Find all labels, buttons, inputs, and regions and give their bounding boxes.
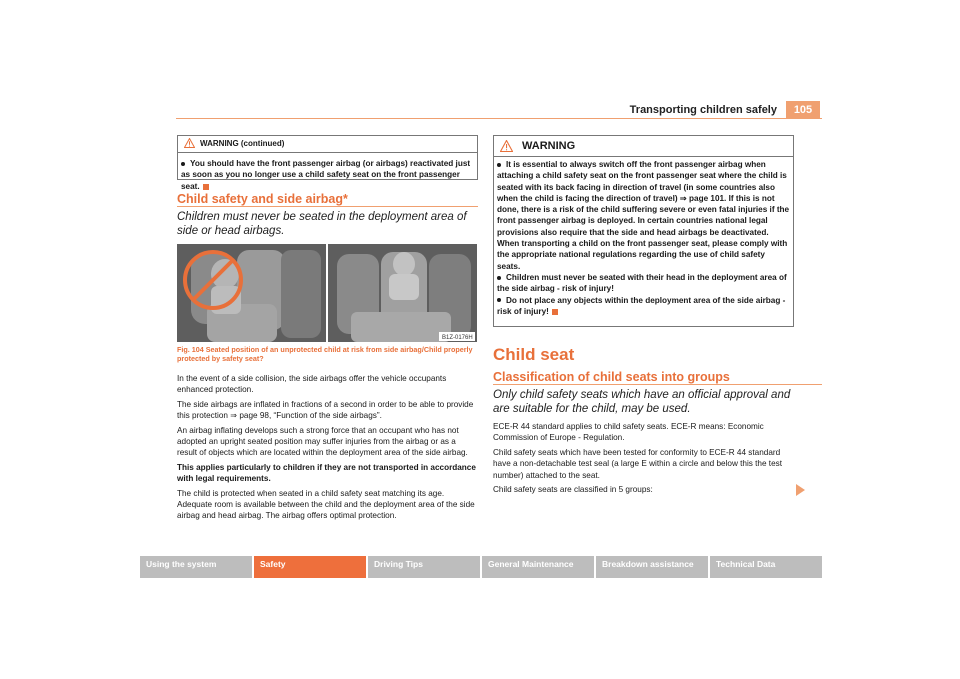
footer-nav	[140, 556, 822, 578]
section-intro-side-airbag: Children must never be seated in the deployment area of side or head airbags.	[177, 211, 467, 237]
paragraph-bold: This applies particularly to children if they are not transported in accordance with legal requirements.	[177, 462, 476, 484]
warning-label: WARNING	[522, 140, 576, 152]
warning-continued-header	[178, 136, 477, 153]
section-end-icon	[552, 309, 558, 315]
figure-caption: Fig. 104 Seated position of an unprotected child at risk from side airbag/Child properly protected by safety seat?	[177, 345, 473, 363]
warning-continued-box	[177, 135, 478, 191]
bullet-icon	[181, 162, 185, 166]
tab-technical-data[interactable]: Technical Data	[710, 556, 822, 578]
warning-body	[494, 157, 793, 317]
paragraph: Child safety seats which have been tested for conformity to ECE-R 44 standard have a non-detachable test seal (a large E within a circle and below this the test number) attached to the seat.	[493, 447, 783, 480]
paragraph: Child safety seats are classified in 5 groups:	[493, 485, 653, 495]
warning-continued-label: WARNING (continued)	[200, 139, 285, 148]
header-rule	[176, 118, 822, 119]
warning-triangle-icon	[184, 138, 195, 148]
left-body	[177, 373, 478, 525]
figure-104-image	[177, 244, 477, 342]
figure-code: B1Z-0176H	[442, 335, 473, 341]
warning-continued-text-wrap	[178, 153, 477, 192]
section-intro-classification: Only child safety seats which have an official approval and are suitable for the child, may be used.	[493, 389, 791, 415]
right-body	[493, 421, 798, 498]
paragraph: The side airbags are inflated in fractions of a second in order to be able to provide this protection ⇒ page 98, “Function of the side airbags”.	[177, 399, 474, 421]
warning-bullet-4: Do not place any objects within the deployment area of the side airbag - risk of injury!	[497, 295, 786, 316]
tab-safety[interactable]: Safety	[254, 556, 366, 578]
page-header-title: Transporting children safely	[629, 104, 777, 116]
section-end-icon	[203, 184, 209, 190]
tab-breakdown-assistance[interactable]: Breakdown assistance	[596, 556, 708, 578]
section-rule	[493, 384, 822, 385]
warning-box	[493, 135, 794, 327]
tab-using-the-system[interactable]: Using the system	[140, 556, 252, 578]
warning-continued-text: You should have the front passenger airbag (or airbags) reactivated just as soon as you no longer use a child safety seat on the front passenger seat.	[181, 159, 471, 191]
paragraph: ECE-R 44 standard applies to child safety seats. ECE-R means: Economic Commission of Europe - Regulation.	[493, 422, 764, 443]
child-seat-illustration	[177, 244, 477, 342]
section-heading-side-airbag: Child safety and side airbag*	[177, 192, 348, 206]
chapter-heading-child-seat: Child seat	[493, 345, 575, 364]
paragraph: An airbag inflating develops such a strong force that an occupant who has not adopted an upright seated position may suffer injuries from the airbag or as a result of objects which are located within the deployment area of the side airbag.	[177, 425, 468, 458]
warning-bullet-1: It is essential to always switch off the front passenger airbag when attaching a child safety seat on the front passenger seat where the child is seated with its back facing in direction of travel (in some countries also when the child is facing the direction of travel) ⇒ page 101. If this is not done, there is a risk of the child suffering severe or even fatal injuries if the front passenger airbag is deployed. In certain countries national legal provisions also require that the side and head airbags be deactivated. When transporting a child on the front passenger seat, please comply with the appropriate national regulations regarding the use of child safety seats.	[497, 160, 790, 271]
paragraph: In the event of a side collision, the side airbags offer the vehicle occupants enhanced protection.	[177, 374, 447, 395]
warning-triangle-icon	[500, 140, 513, 152]
warning-bullet-3: Children must never be seated with their head in the deployment area of the side airbag - risk of injury!	[497, 272, 787, 294]
warning-header	[494, 136, 793, 157]
section-rule	[177, 206, 478, 207]
paragraph: The child is protected when seated in a child safety seat matching its age. Adequate room is available between the child and the deployment area of the side airbag and head airbag. The airbag offers optimal protection.	[177, 488, 475, 521]
tab-driving-tips[interactable]: Driving Tips	[368, 556, 480, 578]
bullet-icon	[497, 163, 501, 167]
bullet-icon	[497, 276, 501, 280]
section-heading-classification: Classification of child seats into groups	[493, 370, 730, 384]
tab-general-maintenance[interactable]: General Maintenance	[482, 556, 594, 578]
continue-arrow-icon	[796, 484, 805, 496]
page-number: 105	[786, 101, 820, 119]
bullet-icon	[497, 298, 501, 302]
